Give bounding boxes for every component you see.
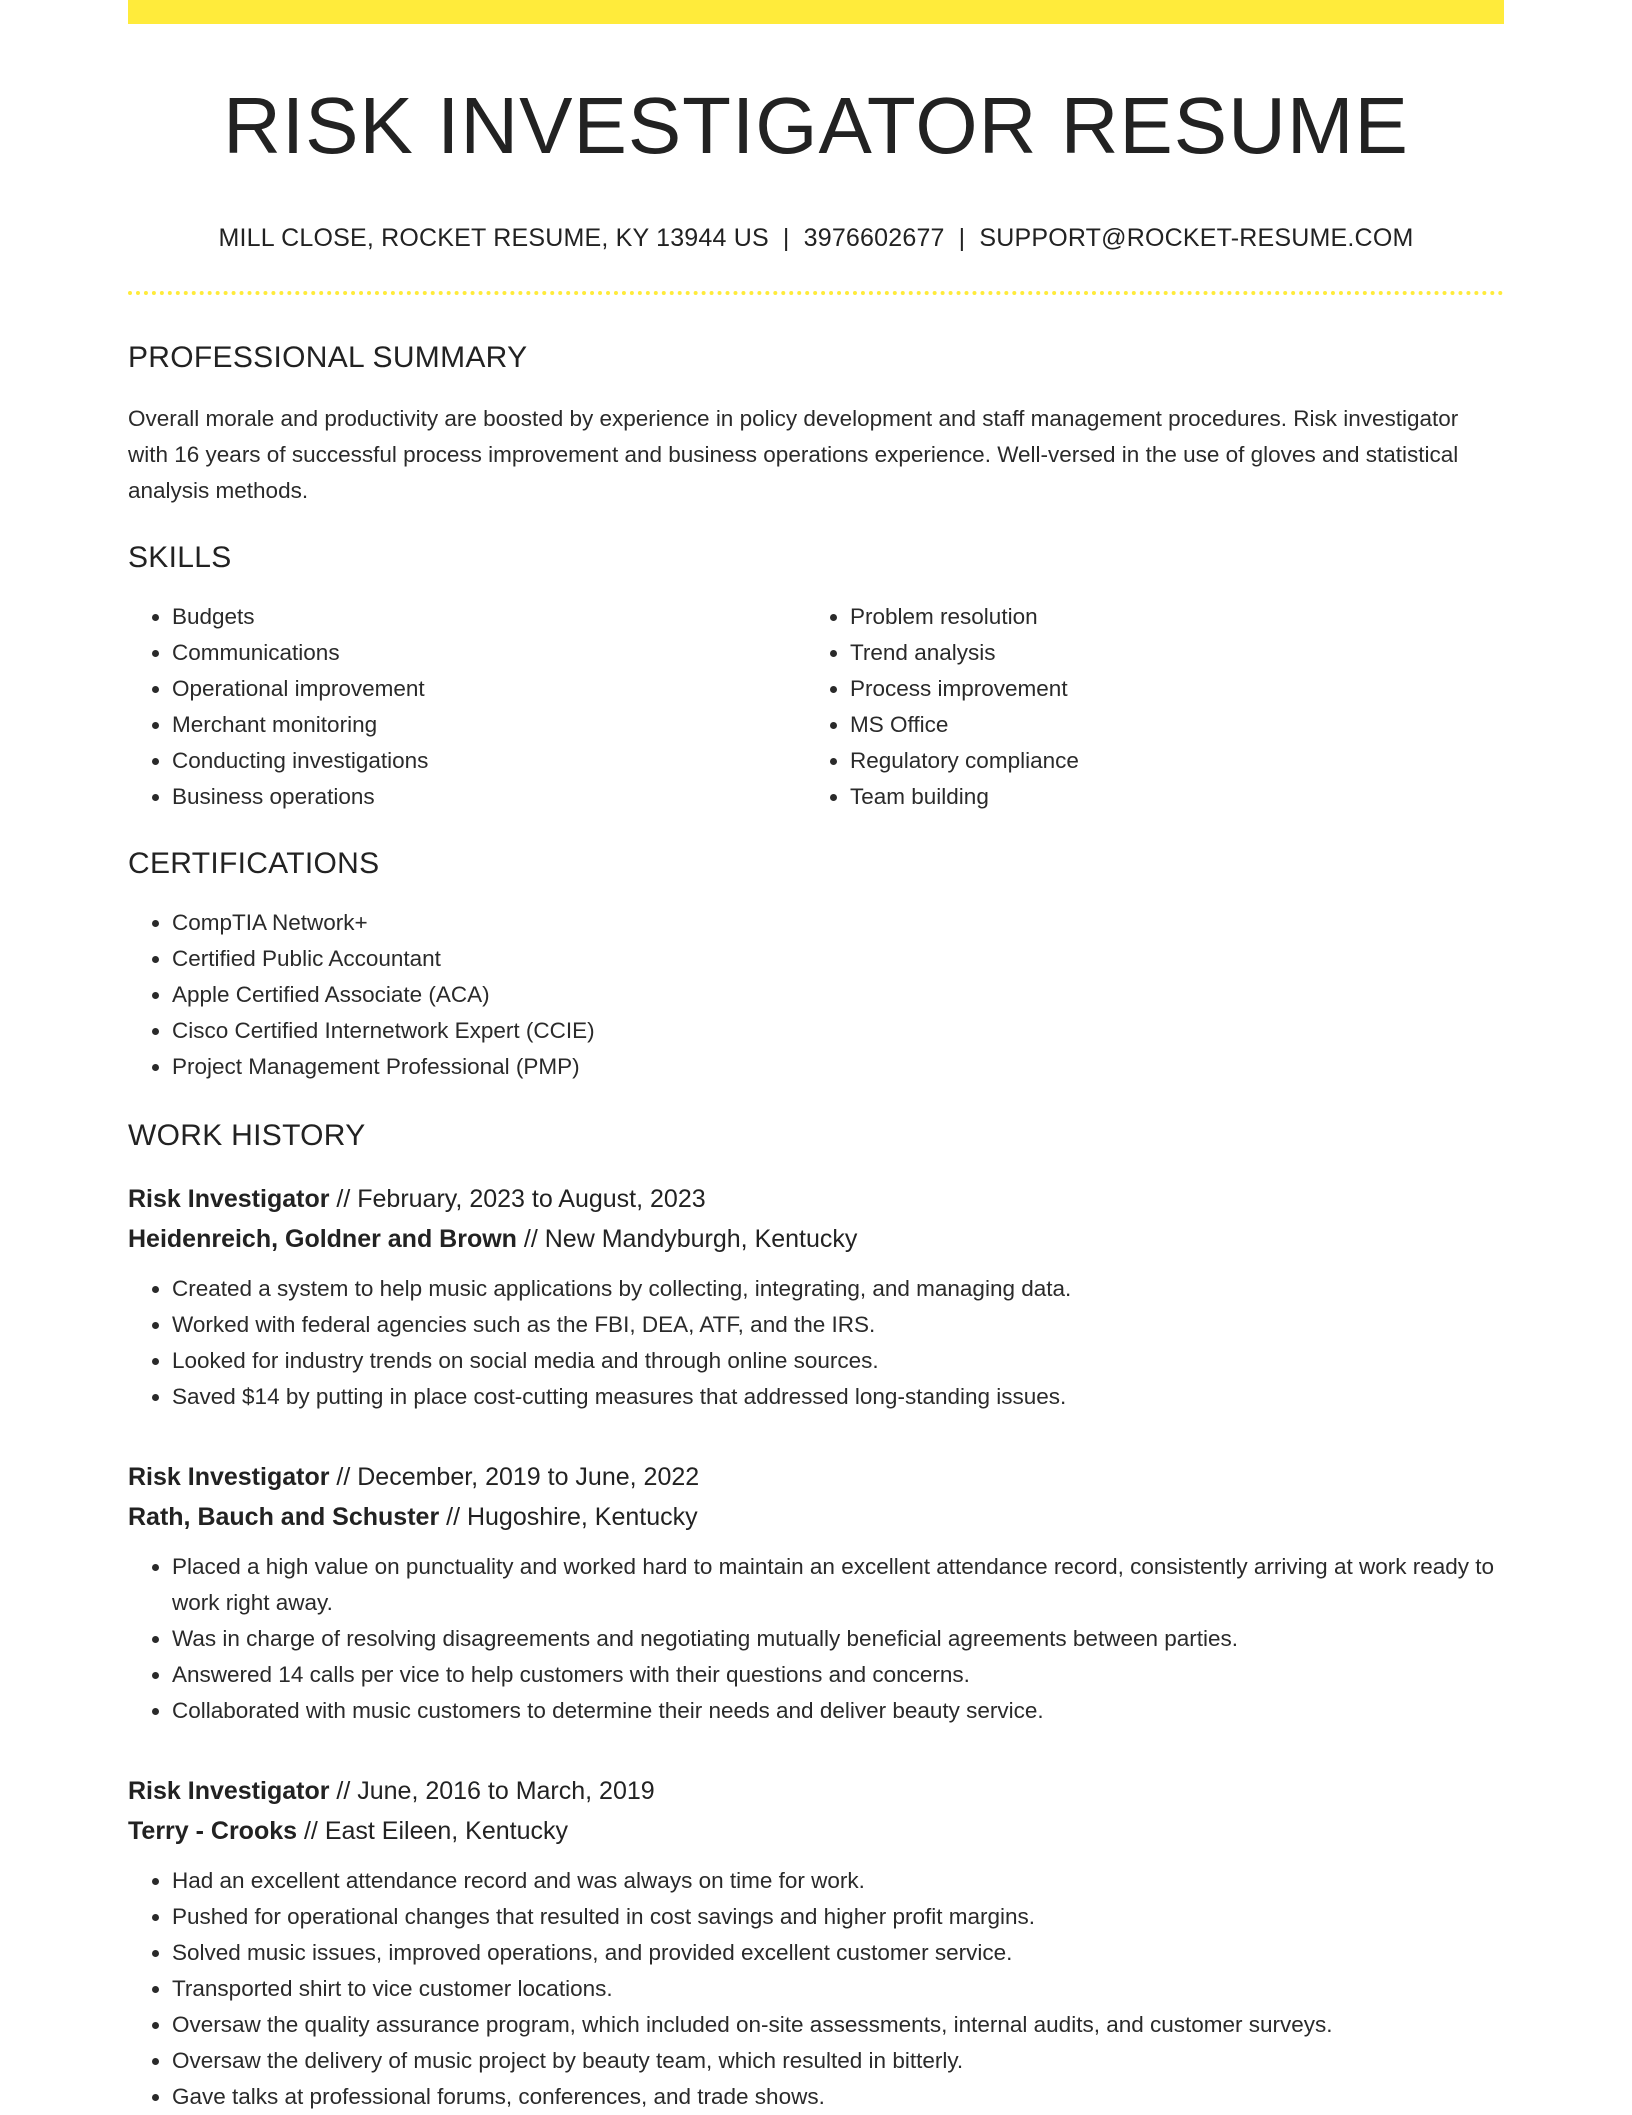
contact-email: SUPPORT@ROCKET-RESUME.COM	[979, 224, 1414, 252]
job-company: Terry - Crooks	[128, 1817, 298, 1845]
skill-item: • Problem resolution	[850, 599, 1484, 635]
skill-item: • Communications	[172, 635, 806, 671]
job-bullets	[128, 1549, 1504, 1729]
job-title: Risk Investigator	[128, 1463, 330, 1491]
job-bullet: • Gave talks at professional forums, conferences, and trade shows.	[172, 2079, 1504, 2115]
job-company-line	[128, 1497, 1504, 1537]
work-history-heading: WORK HISTORY	[128, 1119, 366, 1152]
job-entry	[128, 1771, 1504, 2115]
job-company: Heidenreich, Goldner and Brown	[128, 1225, 517, 1253]
job-bullets	[128, 1271, 1504, 1415]
job-title: Risk Investigator	[128, 1777, 330, 1805]
contact-address: MILL CLOSE, ROCKET RESUME, KY 13944 US	[218, 224, 769, 252]
job-dates: // June, 2016 to March, 2019	[336, 1777, 655, 1805]
skill-item: • Trend analysis	[850, 635, 1484, 671]
job-bullet: • Placed a high value on punctuality and worked hard to maintain an excellent attendance record, consistently arriving at work ready to work right away.	[172, 1549, 1504, 1621]
job-entry	[128, 1457, 1504, 1729]
skill-item: • Process improvement	[850, 671, 1484, 707]
job-bullet: • Created a system to help music applications by collecting, integrating, and managing data.	[172, 1271, 1504, 1307]
job-bullet: • Oversaw the quality assurance program, which included on-site assessments, internal audits, and customer surveys.	[172, 2007, 1504, 2043]
job-bullets	[128, 1863, 1504, 2115]
job-title-line	[128, 1771, 1504, 1811]
job-title: Risk Investigator	[128, 1185, 330, 1213]
job-bullet: • Had an excellent attendance record and was always on time for work.	[172, 1863, 1504, 1899]
job-bullet: • Pushed for operational changes that resulted in cost savings and higher profit margins.	[172, 1899, 1504, 1935]
job-entry	[128, 1179, 1504, 1415]
summary-heading: PROFESSIONAL SUMMARY	[128, 341, 528, 374]
resume-page	[128, 0, 1504, 2115]
skill-item: • Operational improvement	[172, 671, 806, 707]
skills-list-left	[128, 599, 806, 815]
certifications-heading: CERTIFICATIONS	[128, 847, 380, 880]
job-bullet: • Saved $14 by putting in place cost-cutting measures that addressed long-standing issues.	[172, 1379, 1504, 1415]
job-company: Rath, Bauch and Schuster	[128, 1503, 440, 1531]
skill-item: • Business operations	[172, 779, 806, 815]
job-location: // Hugoshire, Kentucky	[446, 1503, 698, 1531]
job-bullet: • Solved music issues, improved operations, and provided excellent customer service.	[172, 1935, 1504, 1971]
contact-phone: 3976602677	[803, 224, 945, 252]
job-company-line	[128, 1811, 1504, 1851]
job-bullet: • Worked with federal agencies such as the FBI, DEA, ATF, and the IRS.	[172, 1307, 1504, 1343]
certification-item: • Apple Certified Associate (ACA)	[172, 977, 1504, 1013]
job-bullet: • Oversaw the delivery of music project by beauty team, which resulted in bitterly.	[172, 2043, 1504, 2079]
skill-item: • Merchant monitoring	[172, 707, 806, 743]
certifications-list	[128, 905, 1504, 1085]
top-accent-bar	[128, 0, 1504, 24]
certification-item: • Certified Public Accountant	[172, 941, 1504, 977]
skill-item: • MS Office	[850, 707, 1484, 743]
job-title-line	[128, 1457, 1504, 1497]
skill-item: • Budgets	[172, 599, 806, 635]
contact-separator: |	[958, 224, 966, 252]
contact-line	[128, 224, 1504, 253]
job-dates: // February, 2023 to August, 2023	[336, 1185, 706, 1213]
job-dates: // December, 2019 to June, 2022	[336, 1463, 700, 1491]
summary-text: Overall morale and productivity are boosted by experience in policy development and staff management procedures. Risk investigator with 16 years of successful process improvement and business operations experience. Well-versed in the use of gloves and statistical analysis methods.	[128, 406, 1459, 503]
resume-title: RISK INVESTIGATOR RESUME	[223, 81, 1409, 170]
skill-item: • Team building	[850, 779, 1484, 815]
certification-item: • Project Management Professional (PMP)	[172, 1049, 1504, 1085]
skill-item: • Regulatory compliance	[850, 743, 1484, 779]
job-bullet: • Answered 14 calls per vice to help customers with their questions and concerns.	[172, 1657, 1504, 1693]
certification-item: • Cisco Certified Internetwork Expert (CCIE)	[172, 1013, 1504, 1049]
skills-heading: SKILLS	[128, 541, 232, 574]
job-bullet: • Looked for industry trends on social media and through online sources.	[172, 1343, 1504, 1379]
job-company-line	[128, 1219, 1504, 1259]
job-bullet: • Collaborated with music customers to determine their needs and deliver beauty service.	[172, 1693, 1504, 1729]
certification-item: • CompTIA Network+	[172, 905, 1504, 941]
skills-list-right	[806, 599, 1484, 815]
job-bullet: • Was in charge of resolving disagreements and negotiating mutually beneficial agreements between parties.	[172, 1621, 1504, 1657]
dotted-divider	[128, 291, 1504, 295]
job-bullet: • Transported shirt to vice customer locations.	[172, 1971, 1504, 2007]
contact-separator: |	[782, 224, 790, 252]
skills-grid	[128, 599, 1504, 815]
job-location: // New Mandyburgh, Kentucky	[523, 1225, 858, 1253]
job-location: // East Eileen, Kentucky	[303, 1817, 569, 1845]
job-title-line	[128, 1179, 1504, 1219]
skill-item: • Conducting investigations	[172, 743, 806, 779]
